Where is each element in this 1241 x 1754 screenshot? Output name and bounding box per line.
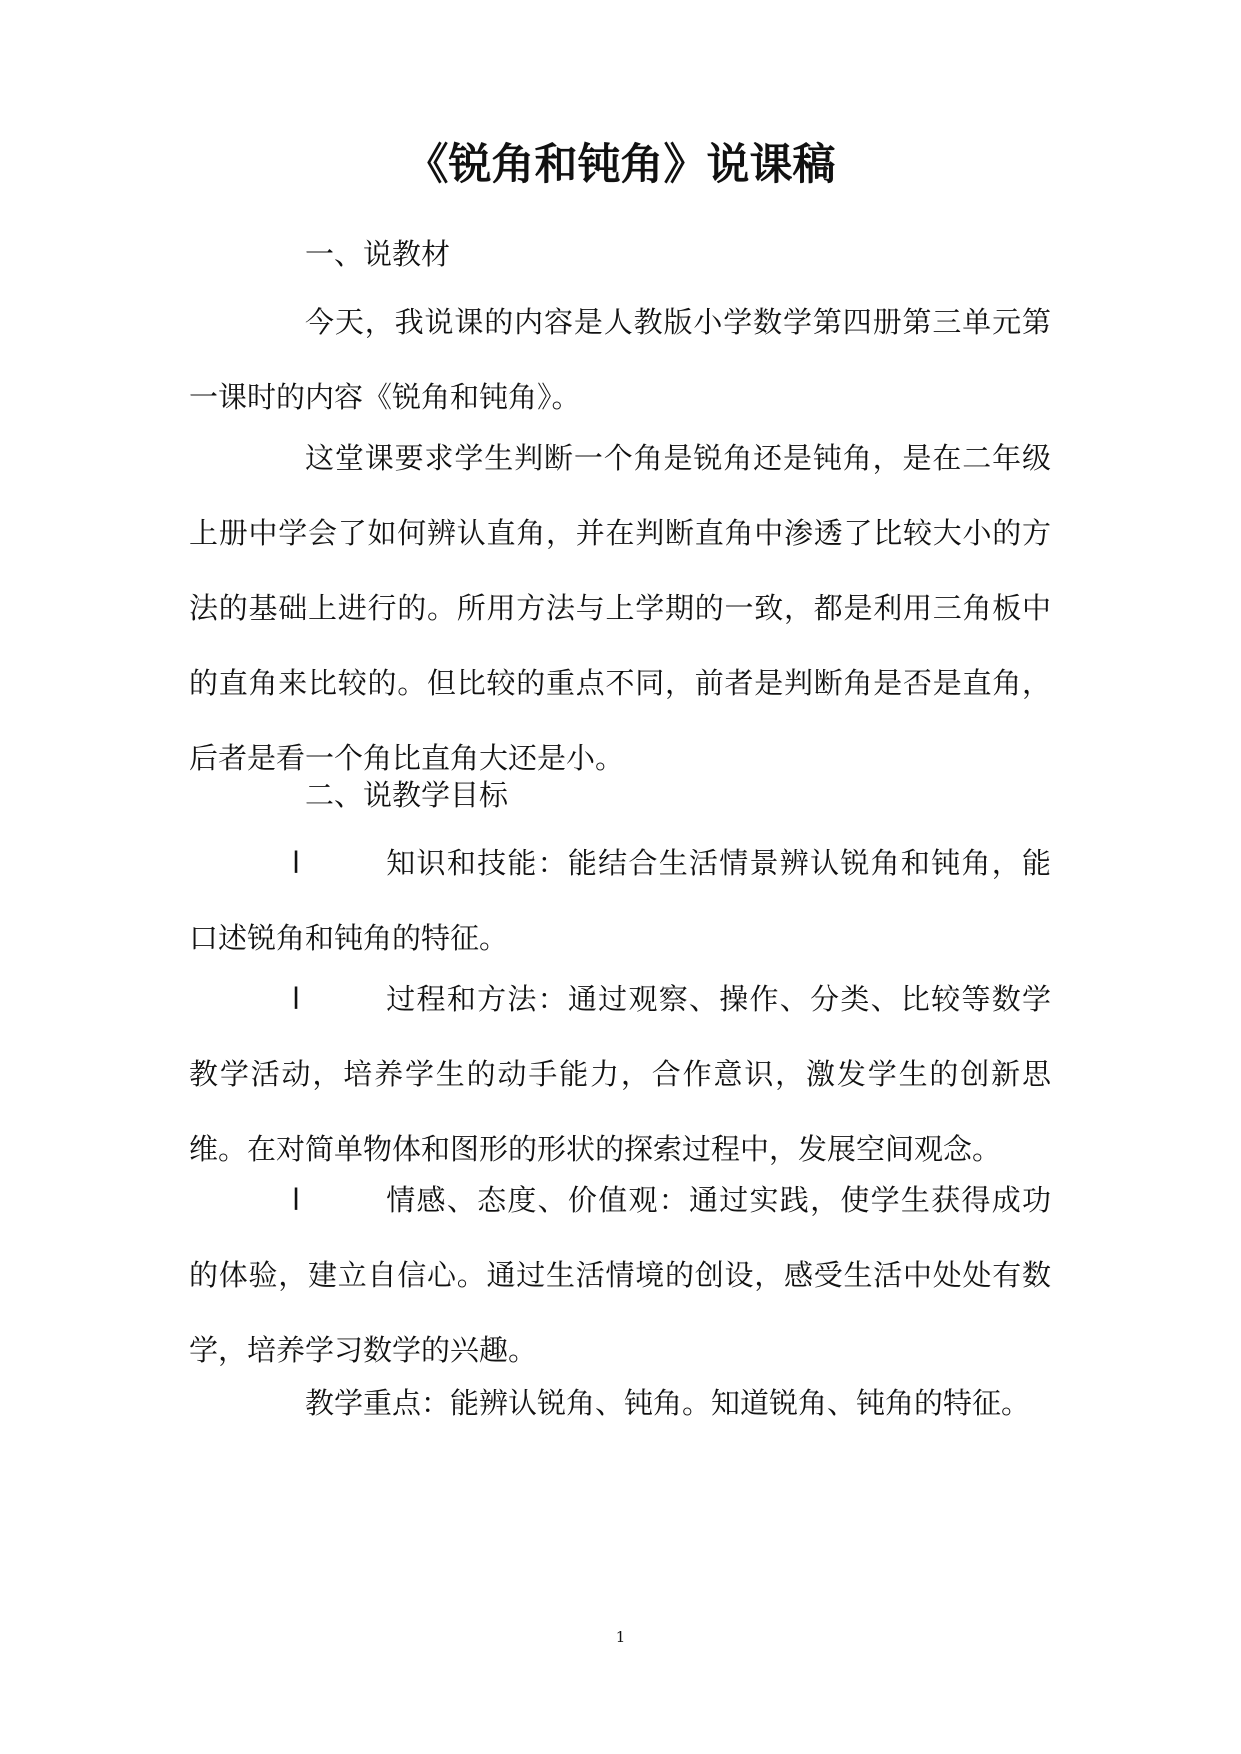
- paragraph-teaching-key-point: 教学重点：能辨认锐角、钝角。知道锐角、钝角的特征。: [305, 1386, 1031, 1420]
- objective-emotion-attitude-values: [189, 1163, 1051, 1388]
- page-number: 1: [615, 1628, 626, 1646]
- paragraph-lesson-requirements: 这堂课要求学生判断一个角是锐角还是钝角，是在二年级上册中学会了如何辨认直角，并在判断直角中渗透了比较大小的方法的基础上进行的。所用方法与上学期的一致，都是利用三角板中的直角来比较的。但比较的重点不同，前者是判断角是否是直角，后者是看一个角比直角大还是小。: [189, 441, 1051, 775]
- document-title: 《锐角和钝角》说课稿: [405, 140, 836, 190]
- objective-text: 过程和方法：通过观察、操作、分类、比较等数学教学活动，培养学生的动手能力，合作意识，激发学生的创新思维。在对简单物体和图形的形状的探索过程中，发展空间观念。: [189, 982, 1051, 1166]
- section-heading-teaching-objectives: 二、说教学目标: [305, 778, 509, 812]
- paragraph-lesson-content: 今天，我说课的内容是人教版小学数学第四册第三单元第一课时的内容《锐角和钝角》。: [189, 305, 1051, 414]
- bullet-marker: l: [292, 1183, 301, 1217]
- objective-knowledge-skills: [189, 826, 1051, 976]
- objective-text: 知识和技能：能结合生活情景辨认锐角和钝角，能口述锐角和钝角的特征。: [189, 846, 1051, 955]
- bullet-marker: l: [292, 982, 301, 1016]
- objective-text: 情感、态度、价值观：通过实践，使学生获得成功的体验，建立自信心。通过生活情境的创设，感受生活中处处有数学，培养学习数学的兴趣。: [189, 1183, 1051, 1367]
- objective-process-methods: [189, 962, 1051, 1187]
- bullet-marker: l: [292, 846, 301, 880]
- section-heading-teaching-material: 一、说教材: [305, 237, 451, 271]
